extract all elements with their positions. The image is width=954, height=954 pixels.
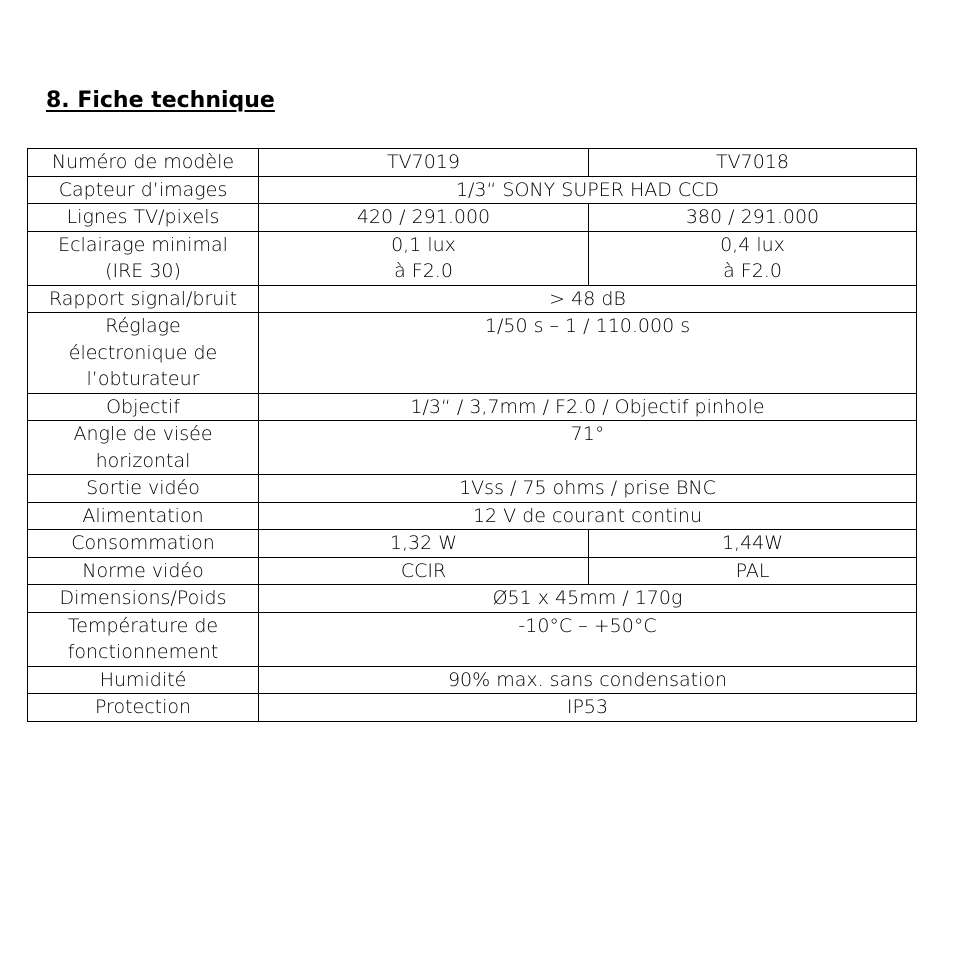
spec-label-cell [28,585,259,613]
table-row [28,393,917,421]
spec-value-cell [259,285,917,313]
cell-line: 1,32 W [389,532,458,554]
cell-line: 1/50 s – 1 / 110.000 s [484,315,691,337]
spec-value-tv7019-cell [259,204,589,232]
cell-line: Température de [67,614,219,637]
table-row [28,502,917,530]
cell-line: Eclairage minimal [58,233,228,256]
cell-line: 1/3“ SONY SUPER HAD CCD [455,178,720,201]
spec-table [27,148,917,722]
spec-label-cell [28,557,259,585]
spec-label-cell [28,176,259,204]
cell-line: Sortie vidéo [86,477,200,499]
table-row [28,475,917,503]
cell-line: PAL [735,559,770,582]
spec-label-cell [28,149,259,177]
spec-label-cell [28,666,259,694]
spec-value-tv7019-cell [259,557,589,585]
table-row [28,612,917,666]
cell-line: TV7018 [716,151,789,173]
cell-line: Numéro de modèle [51,151,235,173]
spec-label-cell [28,285,259,313]
table-row [28,231,917,285]
spec-value-tv7018-cell [589,530,917,558]
table-row [28,530,917,558]
cell-line: > 48 dB [549,287,626,310]
cell-line: Ø51 x 45mm / 170g [492,587,683,609]
cell-line: IP53 [566,696,609,718]
spec-label-cell [28,612,259,666]
cell-line: Angle de visée [73,423,213,445]
cell-line: 0,4 lux [720,233,785,256]
cell-line: électronique de [68,341,218,364]
cell-line: 420 / 291.000 [356,206,491,228]
spec-value-cell [259,176,917,204]
cell-line: l’obturateur [86,368,200,390]
spec-value-cell [259,612,917,666]
cell-line: Lignes TV/pixels [66,206,220,228]
spec-value-tv7018-cell [589,231,917,285]
spec-label-cell [28,231,259,285]
spec-label-cell [28,313,259,394]
spec-value-tv7019-cell [259,149,589,177]
cell-line: fonctionnement [67,641,219,663]
cell-line: Norme vidéo [82,559,204,582]
cell-line: TV7019 [387,151,460,173]
cell-line: -10°C – +50°C [518,614,657,637]
cell-line: 1Vss / 75 ohms / prise BNC [459,477,716,499]
spec-value-cell [259,313,917,394]
spec-value-cell [259,585,917,613]
spec-value-tv7018-cell [589,149,917,177]
table-row [28,285,917,313]
table-row [28,176,917,204]
cell-line: 71° [570,423,605,445]
spec-label-cell [28,421,259,475]
cell-line: Objectif [106,395,180,418]
spec-value-tv7018-cell [589,204,917,232]
page-heading: 8. Fiche technique [46,88,275,113]
cell-line: horizontal [95,449,191,472]
spec-value-tv7019-cell [259,231,589,285]
cell-line: 12 V de courant continu [472,504,703,527]
spec-label-cell [28,204,259,232]
table-row [28,204,917,232]
table-row [28,666,917,694]
spec-value-cell [259,393,917,421]
cell-line: 90% max. sans condensation [447,668,728,691]
cell-line: Humidité [99,668,187,691]
spec-label-cell [28,694,259,722]
table-row [28,149,917,177]
table-row [28,313,917,394]
spec-table-body [28,149,917,722]
table-row [28,585,917,613]
cell-line: 380 / 291.000 [685,206,820,228]
spec-label-cell [28,475,259,503]
cell-line: à F2.0 [394,260,453,282]
spec-label-cell [28,502,259,530]
cell-line: Rapport signal/bruit [48,287,238,310]
cell-line: 1,44W [721,532,784,554]
cell-line: CCIR [400,559,447,582]
cell-line: Alimentation [82,504,204,527]
cell-line: 0,1 lux [391,233,456,256]
spec-value-cell [259,694,917,722]
cell-line: Protection [94,696,192,718]
cell-line: 1/3“ / 3,7mm / F2.0 / Objectif pinhole [410,395,765,418]
table-row [28,557,917,585]
table-row [28,694,917,722]
cell-line: Réglage [105,315,181,337]
spec-label-cell [28,530,259,558]
cell-line: Consommation [71,532,215,554]
cell-line: Capteur d’images [58,178,228,201]
cell-line: Dimensions/Poids [59,587,227,609]
spec-value-tv7019-cell [259,530,589,558]
spec-value-cell [259,666,917,694]
spec-value-cell [259,475,917,503]
spec-value-tv7018-cell [589,557,917,585]
spec-value-cell [259,421,917,475]
spec-label-cell [28,393,259,421]
table-row [28,421,917,475]
spec-value-cell [259,502,917,530]
cell-line: à F2.0 [723,260,782,282]
cell-line: (IRE 30) [105,260,181,282]
